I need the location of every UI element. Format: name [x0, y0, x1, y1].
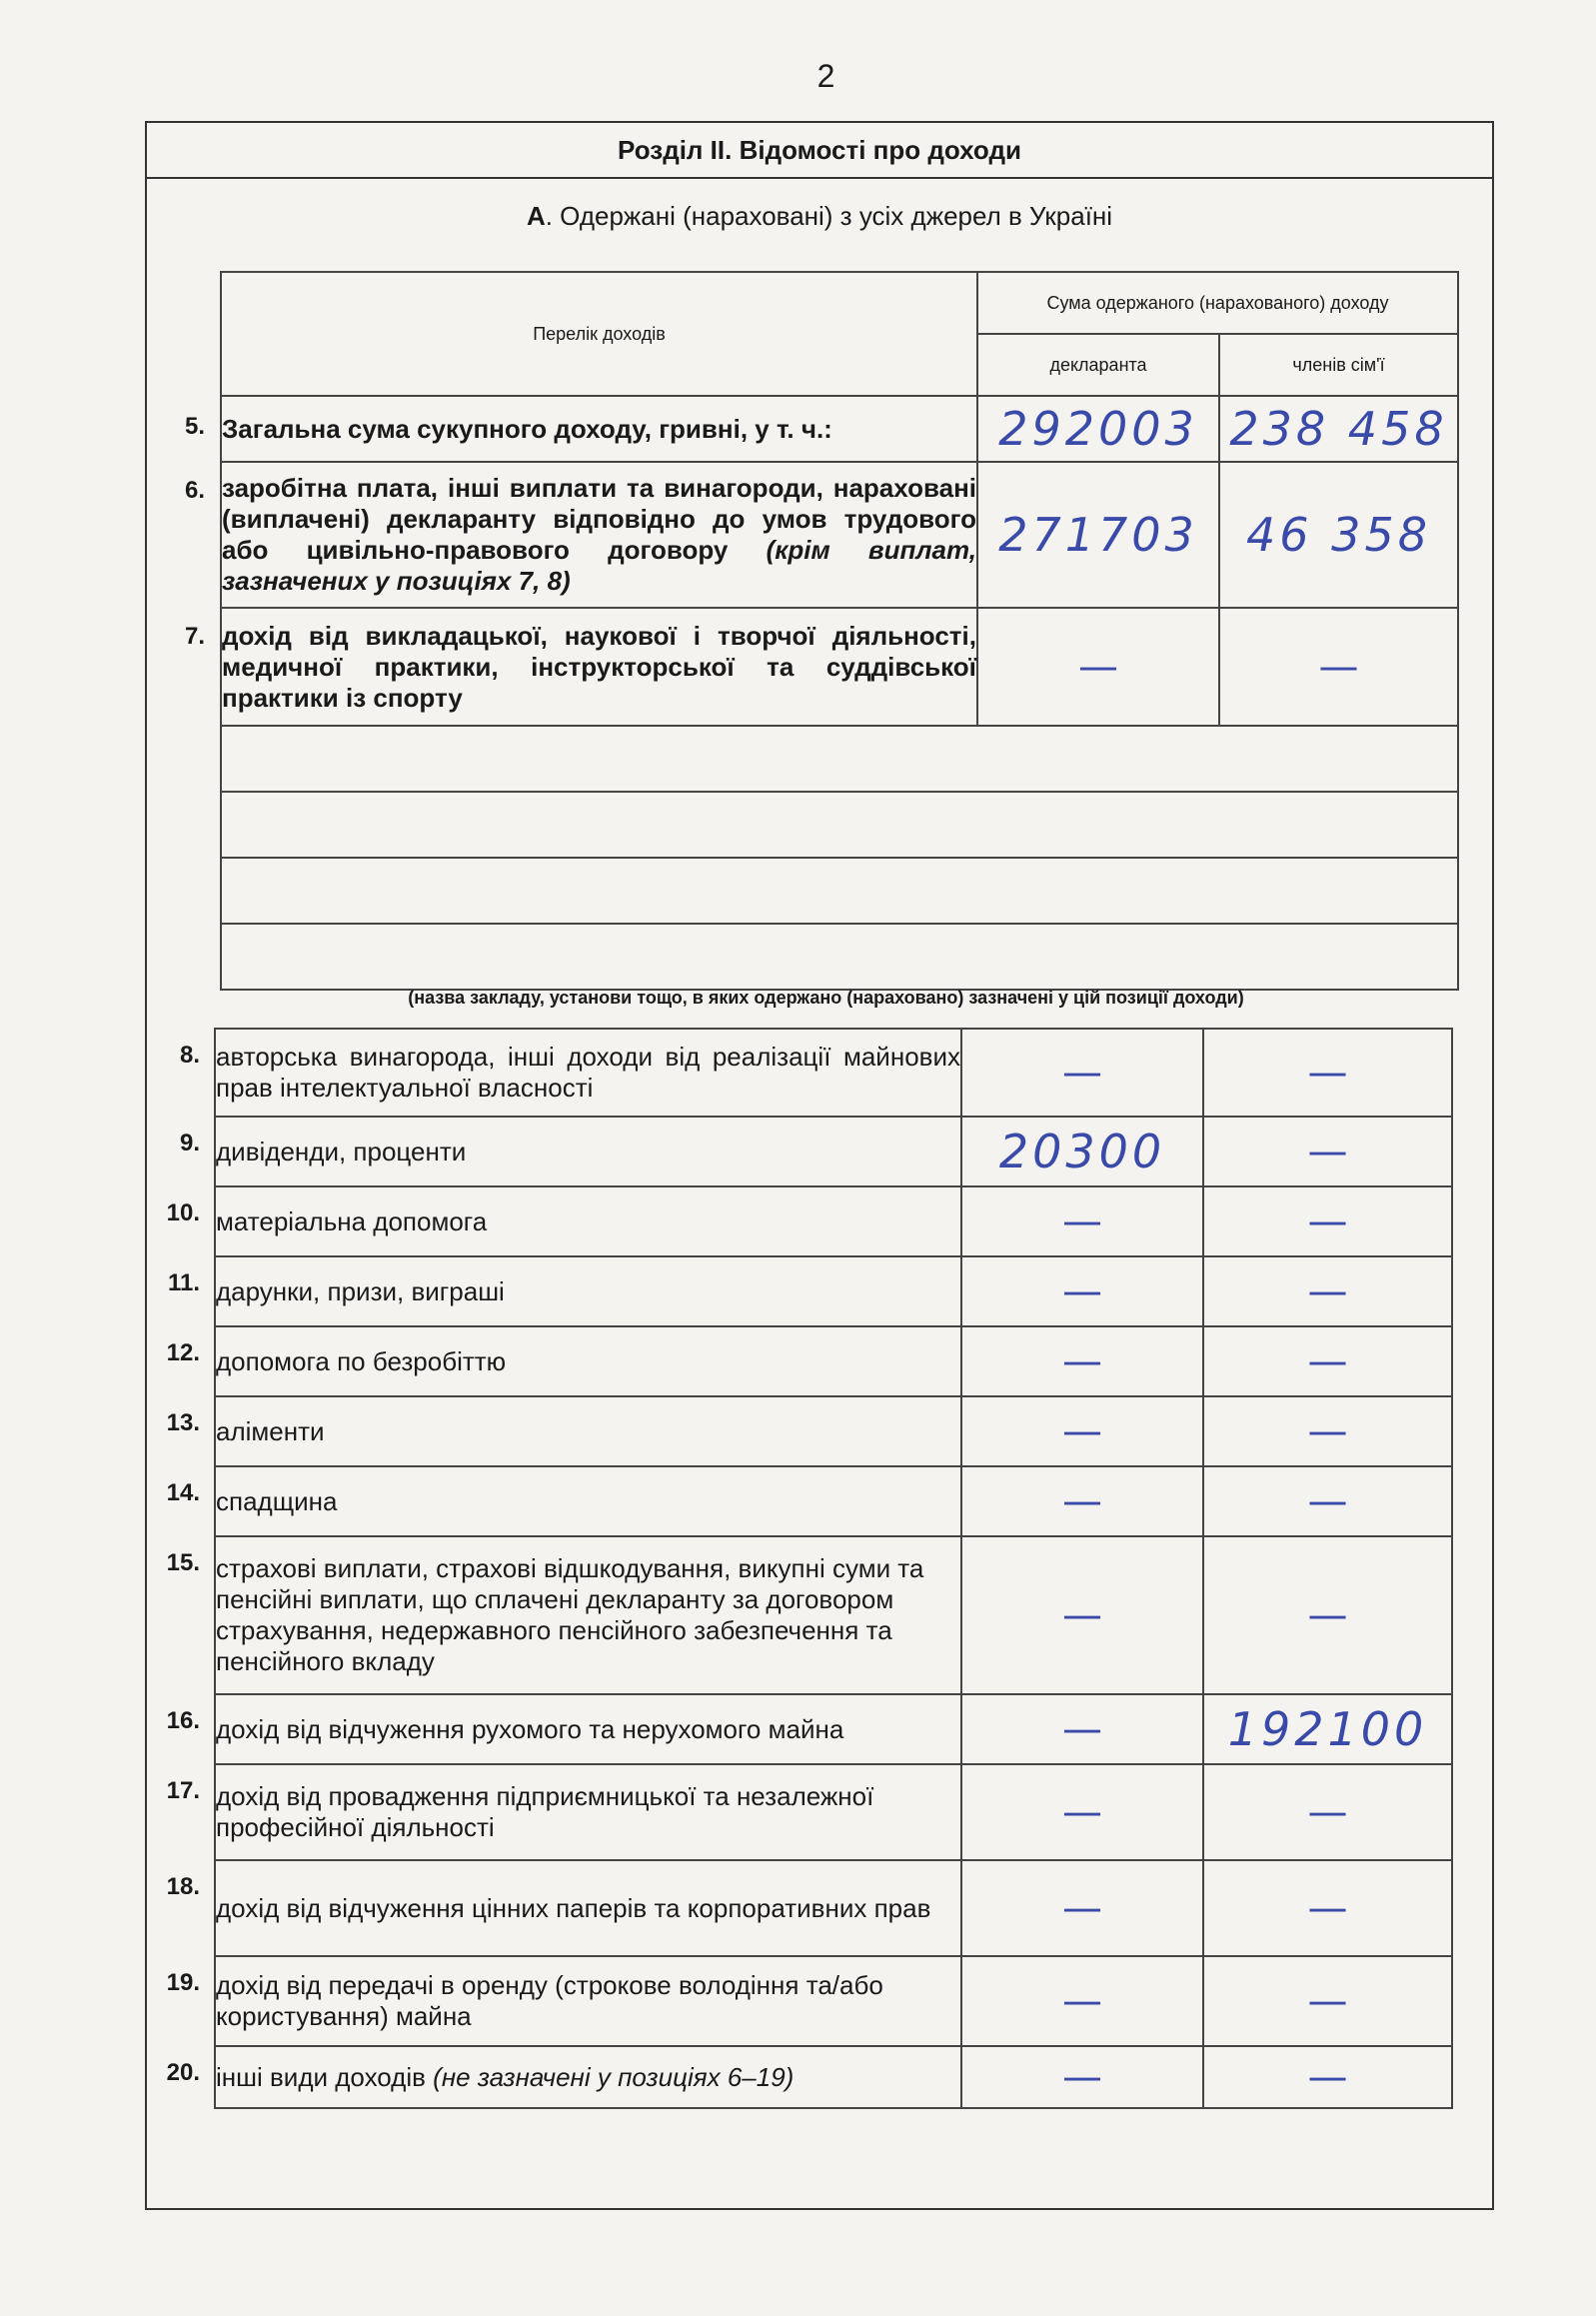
row-text-italic: (не зазначені у позиціях 6–19): [433, 2061, 795, 2092]
row-text-main: дохід від передачі в оренду (строкове володіння та/або користування) майна: [216, 1970, 883, 2031]
row-family-value: —: [1203, 1536, 1452, 1694]
table-row: [215, 1396, 1452, 1466]
row-number: 12.: [166, 1339, 200, 1366]
row-number: 11.: [167, 1269, 200, 1296]
institution-blank-line: [221, 858, 1458, 924]
header-declarant-label: декларанта: [977, 334, 1219, 396]
row-number: 18.: [166, 1873, 200, 1900]
row-text-main: допомога по безробіттю: [216, 1345, 507, 1376]
row-declarant-value: —: [961, 1764, 1203, 1860]
row-family-value: 46 358: [1219, 462, 1458, 608]
row-declarant-value: 271703: [977, 462, 1219, 608]
row-declarant-value: —: [961, 1256, 1203, 1326]
row-family-value: —: [1203, 2046, 1452, 2108]
row-text-main: дохід від провадження підприємницької та незалежної професійної діяльності: [216, 1781, 874, 1842]
row-family-value: —: [1203, 1764, 1452, 1860]
row-declarant-value: —: [961, 1326, 1203, 1396]
row-number: 17.: [166, 1777, 200, 1804]
row-text-main: аліменти: [216, 1415, 325, 1446]
row-number: 14.: [166, 1479, 200, 1506]
row-family-value: —: [1203, 1186, 1452, 1256]
subsection-letter: А: [526, 201, 546, 231]
row-text: [215, 1956, 961, 2046]
table-row: [221, 396, 1458, 462]
row-text: [215, 1764, 961, 1860]
row-family-value: —: [1203, 1466, 1452, 1536]
row-family-value: —: [1203, 1326, 1452, 1396]
row-declarant-value: —: [961, 1956, 1203, 2046]
row-family-value: —: [1203, 1117, 1452, 1186]
institution-caption: (назва закладу, установи тощо, в яких одержано (нараховано) зазначені у цій позиції доходи): [408, 988, 1244, 1008]
row-number: 15.: [166, 1549, 200, 1576]
row-number: 10.: [166, 1199, 200, 1226]
row-family-value: —: [1203, 1256, 1452, 1326]
row-family-value: —: [1203, 1029, 1452, 1117]
row-number: 5.: [184, 413, 205, 440]
row-text-main: дивіденди, проценти: [216, 1136, 467, 1166]
row-number: 19.: [166, 1969, 200, 1996]
row-text: [215, 2046, 961, 2108]
row-text-italic: (крім виплат, зазначених у позиціях 7, 8): [222, 535, 977, 596]
row-text: [215, 1326, 961, 1396]
table-row: [215, 2046, 1452, 2108]
row-declarant-value: —: [961, 1396, 1203, 1466]
row-declarant-value: —: [961, 2046, 1203, 2108]
header-list-label: Перелік доходів: [221, 272, 977, 396]
row-number: 9.: [179, 1130, 200, 1157]
row-declarant-value: 20300: [961, 1117, 1203, 1186]
row-declarant-value: —: [961, 1466, 1203, 1536]
row-text: [215, 1396, 961, 1466]
page-number: 2: [816, 58, 835, 94]
section-title: Розділ II. Відомості про доходи: [147, 123, 1492, 179]
row-declarant-value: —: [961, 1186, 1203, 1256]
income-table-bottom: [214, 1028, 1453, 2109]
table-row: [215, 1956, 1452, 2046]
row-number: 7.: [184, 623, 205, 650]
row-declarant-value: —: [961, 1694, 1203, 1764]
table-row: [215, 1694, 1452, 1764]
row-number: 6.: [184, 477, 205, 504]
row-number: 20.: [166, 2059, 200, 2086]
row-text: [221, 462, 977, 608]
row-text-main: заробітна плата, інші виплати та винагороди, нараховані (виплачені) декларанту відповідно до умов трудового або цивільно-правового договору: [222, 473, 976, 565]
row-text-main: дохід від відчуження рухомого та нерухомого майна: [216, 1713, 844, 1744]
row-text-main: дохід від відчуження цінних паперів та корпоративних прав: [216, 1892, 931, 1923]
row-declarant-value: —: [961, 1536, 1203, 1694]
table-row: [215, 1117, 1452, 1186]
row-text-main: матеріальна допомога: [216, 1205, 488, 1236]
row-text: [215, 1029, 961, 1117]
row-text: [215, 1186, 961, 1256]
row-family-value: —: [1203, 1956, 1452, 2046]
row-text: Загальна сума сукупного доходу, гривні, у т. ч.:: [221, 396, 977, 462]
row-text: [215, 1466, 961, 1536]
income-table-top: [220, 271, 1459, 991]
table-row: [221, 462, 1458, 608]
institution-blank-line: [221, 792, 1458, 858]
table-row: [215, 1764, 1452, 1860]
row-text-main: інші види доходів: [216, 2061, 434, 2092]
row-declarant-value: —: [961, 1029, 1203, 1117]
row-text: [215, 1694, 961, 1764]
table-row: [215, 1326, 1452, 1396]
row-text: [215, 1117, 961, 1186]
subsection-title: [147, 201, 1492, 232]
row-number: 16.: [166, 1707, 200, 1734]
row-family-value: —: [1203, 1396, 1452, 1466]
subsection-text: . Одержані (нараховані) з усіх джерел в Україні: [545, 201, 1113, 231]
row-text-main: спадщина: [216, 1485, 338, 1516]
table-row: [215, 1186, 1452, 1256]
row-text: [215, 1256, 961, 1326]
row-text: дохід від викладацької, наукової і творчої діяльності, медичної практики, інструкторської та суддівської практики із спорту: [221, 608, 977, 726]
row-text: [215, 1536, 961, 1694]
row-number: 13.: [166, 1409, 200, 1436]
row-text: [215, 1860, 961, 1956]
table-row: [215, 1256, 1452, 1326]
row-declarant-value: —: [977, 608, 1219, 726]
row-text-main: дарунки, призи, виграші: [216, 1275, 505, 1306]
row-number: 8.: [179, 1042, 200, 1069]
row-family-value: 192100: [1203, 1694, 1452, 1764]
row-family-value: —: [1203, 1860, 1452, 1956]
table-row: [215, 1536, 1452, 1694]
header-family-label: членів сім'ї: [1219, 334, 1458, 396]
row-text-main: страхові виплати, страхові відшкодування, викупні суми та пенсійні виплати, що сплачені декларанту за договором страхування, недержавного пенсійного забезпечення та пенсійного вкладу: [216, 1553, 924, 1676]
table-row: [215, 1029, 1452, 1117]
row-family-value: 238 458: [1219, 396, 1458, 462]
institution-blank-line: [221, 726, 1458, 792]
row-text-main: авторська винагорода, інші доходи від реалізації майнових прав інтелектуальної власності: [216, 1042, 960, 1103]
row-declarant-value: —: [961, 1860, 1203, 1956]
table-row: [221, 608, 1458, 726]
row-declarant-value: 292003: [977, 396, 1219, 462]
header-sum-label: Сума одержаного (нарахованого) доходу: [977, 272, 1458, 334]
institution-blank-line: [221, 924, 1458, 990]
table-row: [215, 1466, 1452, 1536]
table-row: [215, 1860, 1452, 1956]
row-family-value: —: [1219, 608, 1458, 726]
